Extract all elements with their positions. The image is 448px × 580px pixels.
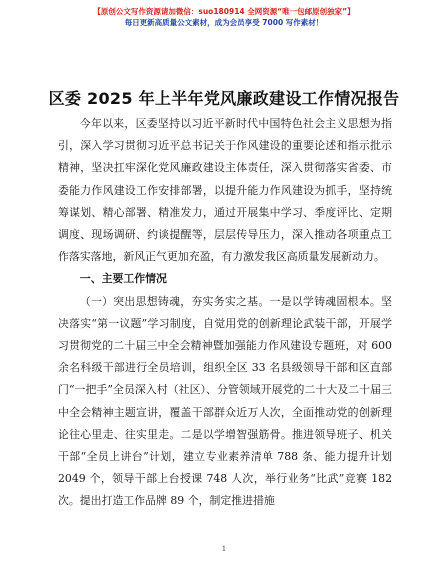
document-title: 区委 2025 年上半年党风廉政建设工作情况报告 [48, 89, 400, 108]
section-paragraph: （一）突出思想铸魂，夯实务实之基。一是以学铸魂固根本。坚决落实“第一议题”学习制度，自觉用党的创新理论武装干部，开展学习贯彻党的二十届三中全会精神暨加强能力作风建设专题班，对 600 余名科级干部进行全员培训，组织全区 33 名县级领导干部和区直部门“一把手”全员深入村（社区）、分管领域开展党的二十大及二十届三中全会精神主题宣讲，覆盖干部群众近万人次，全面推动党的创新理论往心里走、往实里走。二是以学增智强筋骨。推进领导班子、机关干部“全员上讲台”计划，建立专业素养清单 788 条、能力提升计划 2049 个，领导干部上台授课 748 人次，举行业务“比武”竞赛 182 次。提出打造工作品牌 89 个，制定推进措施 [58, 294, 392, 508]
promo-banner-line2: 每日更新高质量公文素材，成为会员享受 7000 写作素材！ [124, 18, 324, 27]
page-number: 1 [221, 545, 227, 553]
promo-banner-line1: 【原创公文写作资源请加微信：suo180914 全网资源“唯一包邮原创独家”】 [93, 7, 355, 16]
section-heading: 一、主要工作情况 [79, 272, 167, 286]
promo-banner [0, 6, 448, 28]
document-body [58, 113, 392, 513]
intro-paragraph: 今年以来，区委坚持以习近平新时代中国特色社会主义思想为指引，深入学习贯彻习近平总书记关于作风建设的重要论述和指示批示精神，坚决扛牢深化党风廉政建设主体责任，深入贯彻落实省委、市委能力作风建设工作安排部署，以提升能力作风建设为抓手，坚持统筹谋划、精心部署、精准发力，通过开展集中学习、季度评比、定期调度、现场调研、约谈提醒等，层层传导压力，深入推动各项重点工作落实落地，新风正气更加充盈，有力激发我区高质量发展新动力。 [58, 117, 392, 264]
